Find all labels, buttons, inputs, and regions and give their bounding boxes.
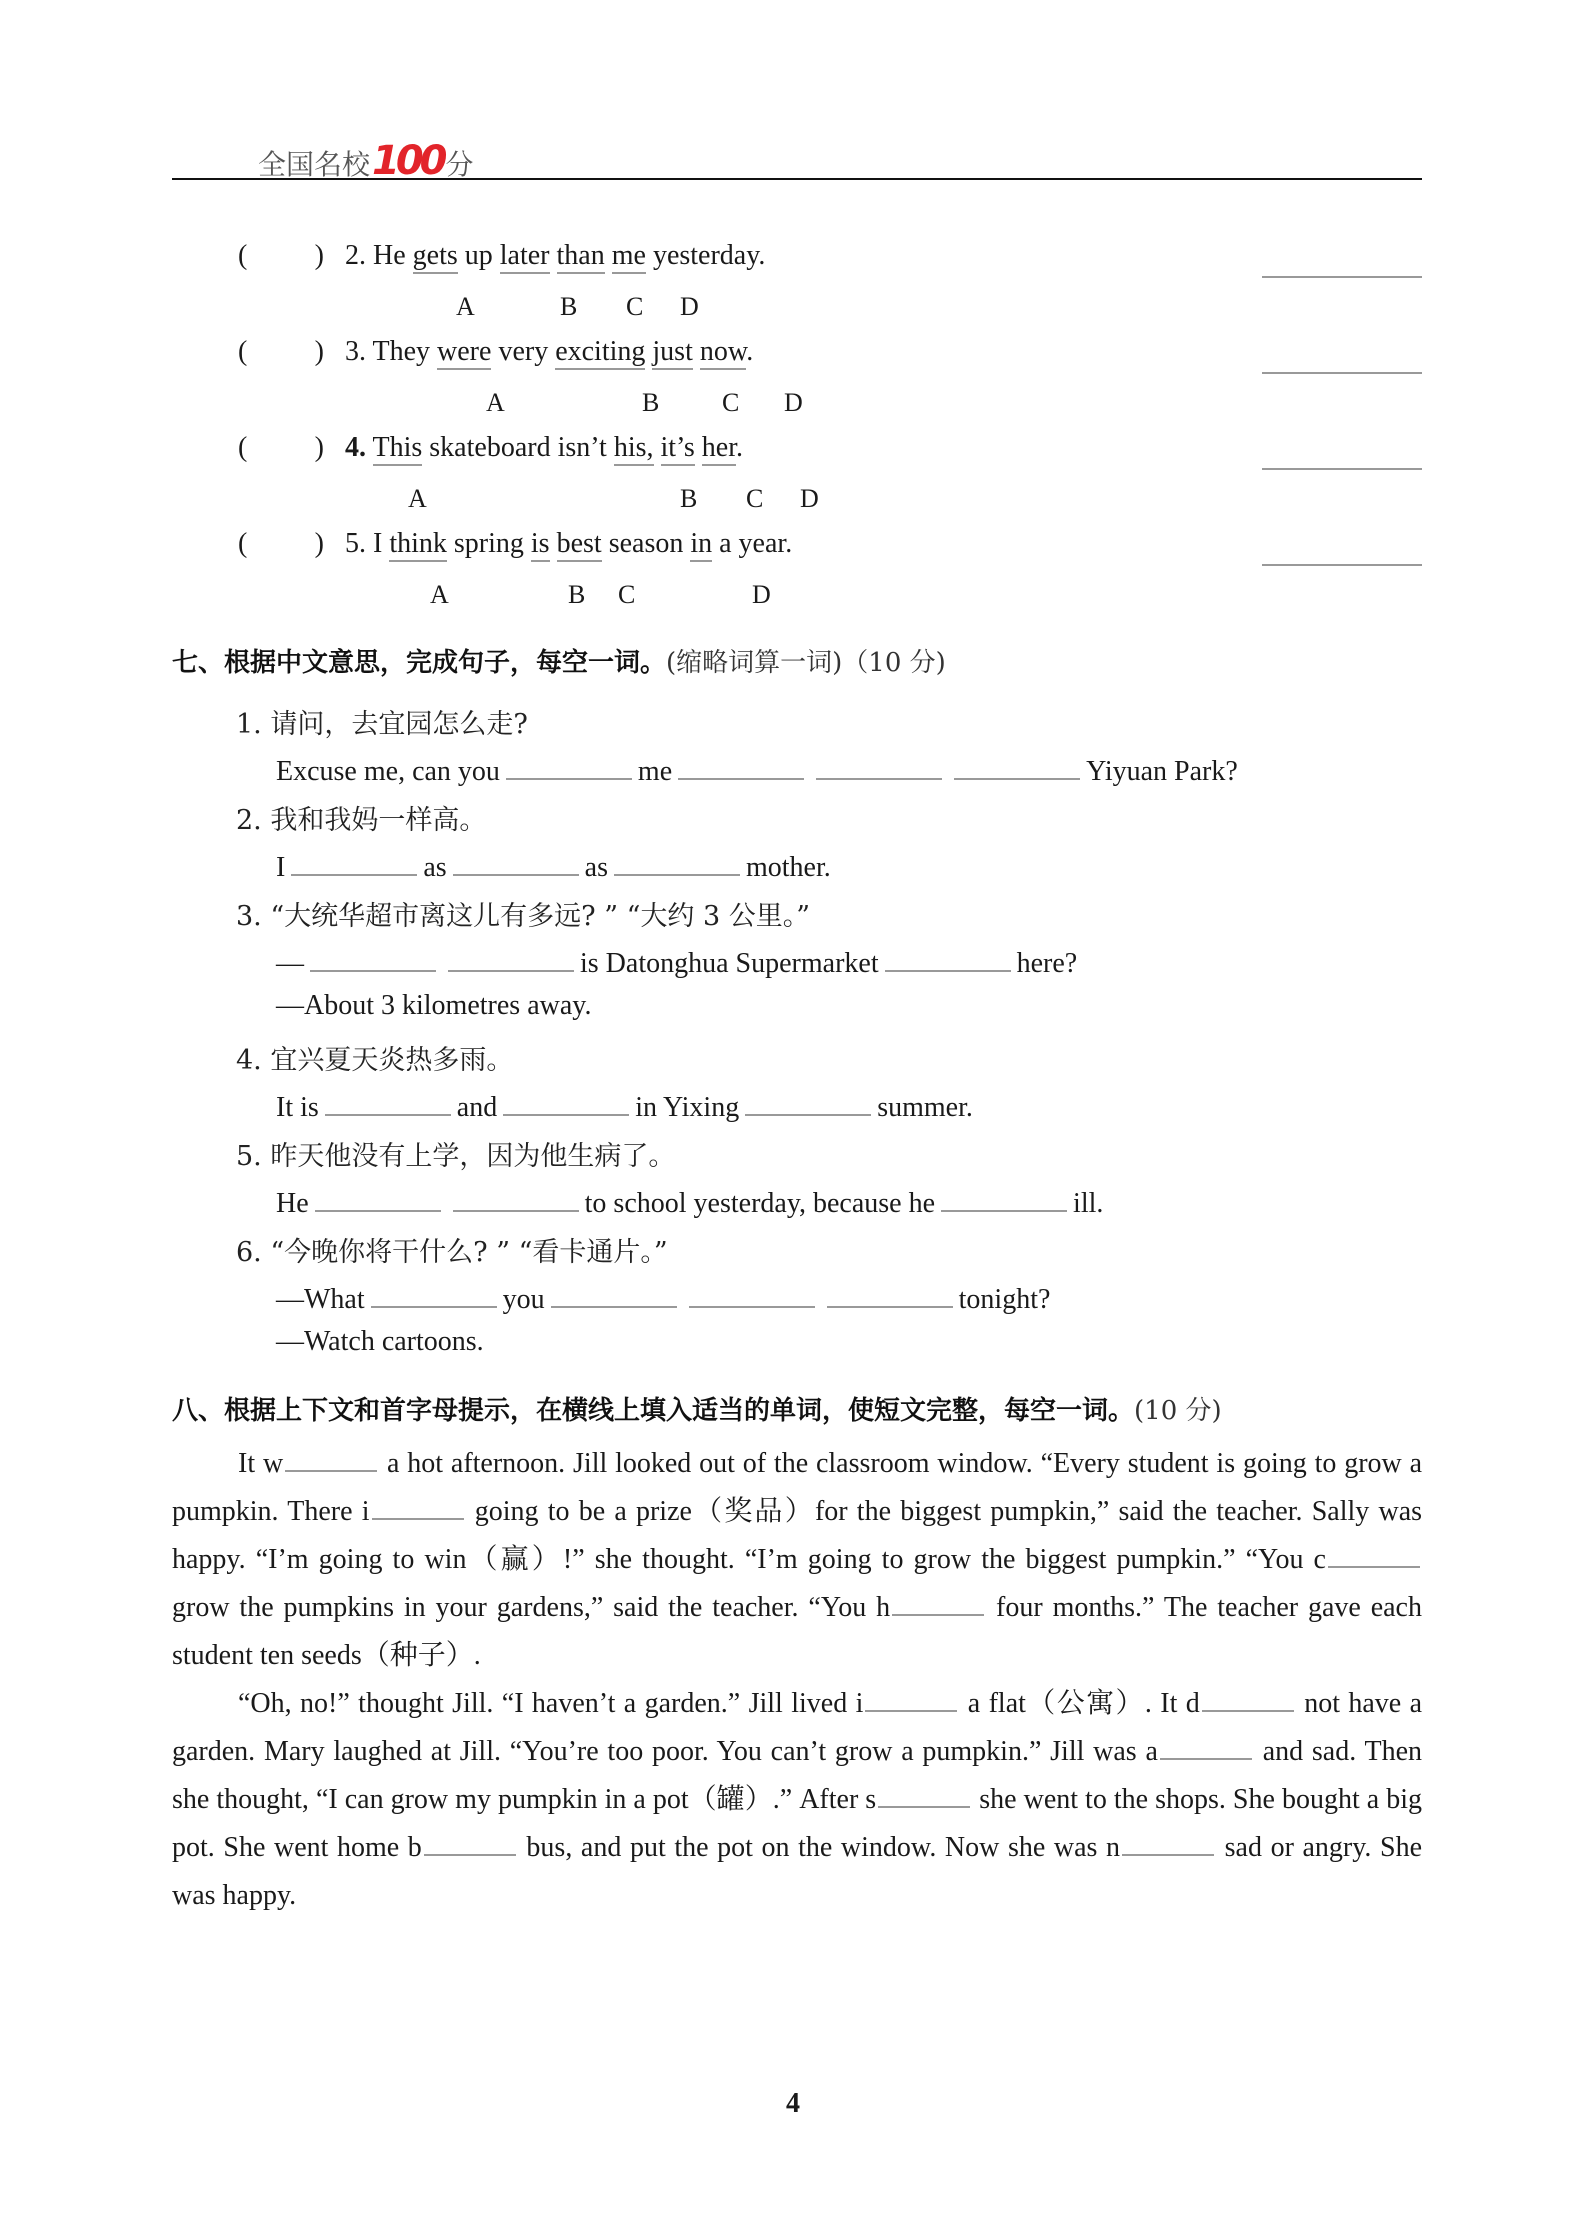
s7-q1-english — [276, 750, 1238, 788]
text: “Oh, no!” thought Jill. “I haven’t a garden.” Jill lived i — [238, 1688, 864, 1719]
option-label-c: C — [746, 484, 764, 513]
answer-line[interactable] — [1262, 372, 1422, 374]
page-number: 4 — [786, 2088, 800, 2119]
option-b-text: later — [500, 240, 550, 274]
option-label-c: C — [618, 580, 636, 609]
answer-blank[interactable] — [285, 1442, 377, 1472]
text: It is — [276, 1092, 319, 1123]
text: not have a garden. Mary laughed at Jill. “You’re too poor. You can’t grow a pumpkin.” Jill was — [172, 1688, 1423, 1767]
item-number: 5. — [345, 528, 366, 559]
answer-blank[interactable] — [892, 1586, 984, 1616]
header-rule — [172, 178, 1422, 180]
text: He — [276, 1188, 309, 1219]
s7-q6-chinese: 6. “今晚你将干什么? ” “看卡通片。” — [236, 1237, 668, 1268]
option-b-text: is — [531, 528, 550, 562]
option-label-a: A — [408, 484, 427, 513]
answer-line[interactable] — [1262, 564, 1422, 566]
answer-blank[interactable] — [678, 750, 804, 780]
s7-q3-reply: —About 3 kilometres away. — [276, 990, 592, 1021]
s7-q3-chinese: 3. “大统华超市离这儿有多远? ” “大约 3 公里。” — [236, 901, 811, 932]
answer-line[interactable] — [1262, 468, 1422, 470]
answer-blank[interactable] — [865, 1682, 957, 1712]
answer-blank[interactable] — [448, 942, 574, 972]
section-7-heading: 七、根据中文意思，完成句子，每空一词。 — [172, 648, 667, 678]
text: They — [372, 336, 438, 367]
option-label-a: A — [486, 388, 505, 417]
s7-q5-chinese: 5. 昨天他没有上学，因为他生病了。 — [236, 1141, 676, 1172]
text: very — [491, 336, 556, 367]
answer-blank[interactable] — [453, 1182, 579, 1212]
answer-blank[interactable] — [310, 942, 436, 972]
answer-blank[interactable] — [503, 1086, 629, 1116]
brand-suffix: 分 — [445, 148, 474, 181]
s7-q4-chinese: 4. 宜兴夏天炎热多雨。 — [236, 1045, 514, 1076]
text: grow the pumpkins in your gardens,” said the teacher. “You h — [172, 1592, 891, 1623]
answer-blank[interactable] — [424, 1826, 516, 1856]
section-7-note: (缩略词算一词)（10 分) — [666, 648, 946, 678]
answer-paren[interactable]: ( ) — [238, 432, 324, 463]
text: season — [601, 528, 691, 559]
answer-blank[interactable] — [372, 1490, 464, 1520]
option-d-text: in — [690, 528, 712, 562]
text: and — [456, 1092, 498, 1123]
s7-q6-reply: —Watch cartoons. — [276, 1326, 484, 1357]
s7-q4-english — [276, 1086, 973, 1124]
answer-blank[interactable] — [506, 750, 632, 780]
ec-item-3 — [238, 336, 753, 368]
option-label-b: B — [560, 292, 578, 321]
answer-blank[interactable] — [1328, 1538, 1420, 1568]
brand-prefix: 全国名校 — [258, 148, 371, 181]
text: —What — [276, 1284, 365, 1315]
option-a-text: This — [373, 432, 423, 466]
text: teacher. Sally was happy. “I’m going to win（赢）!” she thought. “I’m going to grow the biggest — [172, 1496, 1423, 1575]
text — [605, 240, 612, 271]
option-label-b: B — [642, 388, 660, 417]
option-label-c: C — [626, 292, 644, 321]
section-8-title — [172, 1390, 1222, 1427]
answer-blank[interactable] — [1122, 1826, 1214, 1856]
option-c-text: best — [557, 528, 602, 562]
answer-blank[interactable] — [878, 1778, 970, 1808]
text: ill. — [1073, 1188, 1104, 1219]
answer-blank[interactable] — [371, 1278, 497, 1308]
answer-blank[interactable] — [745, 1086, 871, 1116]
answer-blank[interactable] — [689, 1278, 815, 1308]
option-c-text: it’s — [661, 432, 695, 466]
ec-item-4 — [238, 432, 743, 464]
answer-blank[interactable] — [325, 1086, 451, 1116]
text: bus, and put the pot on the — [526, 1832, 833, 1863]
section-8-heading: 八、根据上下文和首字母提示，在横线上填入适当的单词，使短文完整，每空一词。 — [172, 1396, 1135, 1426]
option-label-a: A — [456, 292, 475, 321]
text: tonight? — [958, 1284, 1051, 1315]
item-number: 2. — [345, 240, 366, 271]
option-label-d: D — [680, 292, 699, 321]
answer-blank[interactable] — [453, 846, 579, 876]
brand-number: 100 — [372, 138, 444, 184]
s7-q1-chinese: 1. 请问，去宜园怎么走? — [236, 709, 528, 740]
text: a hot afternoon. Jill looked out of the classroom window. “Every student is going — [387, 1448, 1307, 1479]
option-a-text: were — [437, 336, 491, 370]
answer-blank[interactable] — [816, 750, 942, 780]
text: spring — [446, 528, 531, 559]
text: went to the shops. She bought a big pot. She went home b — [172, 1784, 1422, 1863]
item-number: 3. — [345, 336, 366, 367]
text — [654, 432, 661, 463]
text — [550, 240, 557, 271]
text: I — [373, 528, 390, 559]
option-d-text: now — [700, 336, 746, 370]
text: a year. — [712, 528, 793, 559]
text: . — [735, 432, 743, 463]
answer-blank[interactable] — [315, 1182, 441, 1212]
answer-blank[interactable] — [291, 846, 417, 876]
text — [550, 528, 557, 559]
answer-paren[interactable]: ( ) — [238, 528, 324, 559]
text: up — [457, 240, 500, 271]
text: to school yesterday, because he — [584, 1188, 936, 1219]
answer-paren[interactable]: ( ) — [238, 336, 324, 367]
text: as — [423, 852, 447, 883]
text — [695, 432, 702, 463]
option-label-d: D — [784, 388, 803, 417]
text: I — [276, 852, 286, 883]
text: skateboard isn’t — [422, 432, 614, 463]
s7-q2-chinese: 2. 我和我妈一样高。 — [236, 805, 487, 836]
text: mother. — [745, 852, 831, 883]
answer-blank[interactable] — [954, 750, 1080, 780]
text: here? — [1016, 948, 1078, 979]
option-c-text: just — [652, 336, 692, 370]
text: yesterday. — [645, 240, 766, 271]
answer-blank[interactable] — [551, 1278, 677, 1308]
option-label-a: A — [430, 580, 449, 609]
item-number: 4. — [345, 432, 366, 463]
text: Yiyuan Park? — [1086, 756, 1238, 787]
option-d-text: her — [702, 432, 736, 466]
s7-q6-english — [276, 1278, 1050, 1316]
s7-q2-english — [276, 846, 831, 884]
answer-blank[interactable] — [1160, 1730, 1252, 1760]
text: Excuse me, can you — [276, 756, 500, 787]
option-label-d: D — [752, 580, 771, 609]
text: she — [979, 1784, 1017, 1815]
s7-q3-english — [276, 942, 1077, 980]
text: summer. — [877, 1092, 973, 1123]
text: you — [502, 1284, 545, 1315]
text: going to be a prize（奖品）for the biggest pumpkin,” said the — [474, 1496, 1208, 1527]
option-label-b: B — [568, 580, 586, 609]
option-b-text: exciting — [555, 336, 645, 370]
text: pumpkin.” “You c — [1116, 1544, 1326, 1575]
ec-item-5 — [238, 528, 792, 560]
answer-blank[interactable] — [885, 942, 1011, 972]
option-label-d: D — [800, 484, 819, 513]
text: and sad. Then she thought, “I can grow my pumpkin in a pot（罐）.” After s — [172, 1736, 1423, 1815]
answer-paren[interactable]: ( ) — [238, 240, 324, 271]
text: four months.” The teacher gave each student ten seeds（种子）. — [172, 1592, 1422, 1671]
section-8-note: (10 分) — [1134, 1396, 1222, 1426]
passage-paragraph-2 — [172, 1680, 1422, 1920]
text: in Yixing — [635, 1092, 740, 1123]
option-b-text: his, — [614, 432, 654, 466]
option-a-text: gets — [413, 240, 458, 274]
text: as — [584, 852, 608, 883]
option-a-text: think — [389, 528, 447, 562]
text: sad or angry. She was happy. — [172, 1832, 1423, 1911]
option-label-c: C — [722, 388, 740, 417]
s7-q5-english — [276, 1182, 1103, 1220]
text: window. Now she was n — [840, 1832, 1121, 1863]
option-label-b: B — [680, 484, 698, 513]
text: a flat（公寓）. It d — [967, 1688, 1200, 1719]
option-c-text: than — [557, 240, 605, 274]
option-d-text: me — [612, 240, 646, 274]
text: me — [637, 756, 673, 787]
answer-blank[interactable] — [941, 1182, 1067, 1212]
text: It w — [238, 1448, 284, 1479]
text — [693, 336, 700, 367]
text: He — [373, 240, 413, 271]
text: is Datonghua Supermarket — [580, 948, 879, 979]
answer-blank[interactable] — [614, 846, 740, 876]
text: to grow a pumpkin. There i — [172, 1448, 1423, 1527]
answer-line[interactable] — [1262, 276, 1422, 278]
section-7-title — [172, 642, 946, 679]
ec-item-2 — [238, 240, 765, 272]
text: — — [276, 948, 304, 979]
answer-blank[interactable] — [1202, 1682, 1294, 1712]
answer-blank[interactable] — [827, 1278, 953, 1308]
text: a — [1145, 1736, 1158, 1767]
passage-paragraph-1 — [172, 1440, 1422, 1680]
text: . — [746, 336, 754, 367]
